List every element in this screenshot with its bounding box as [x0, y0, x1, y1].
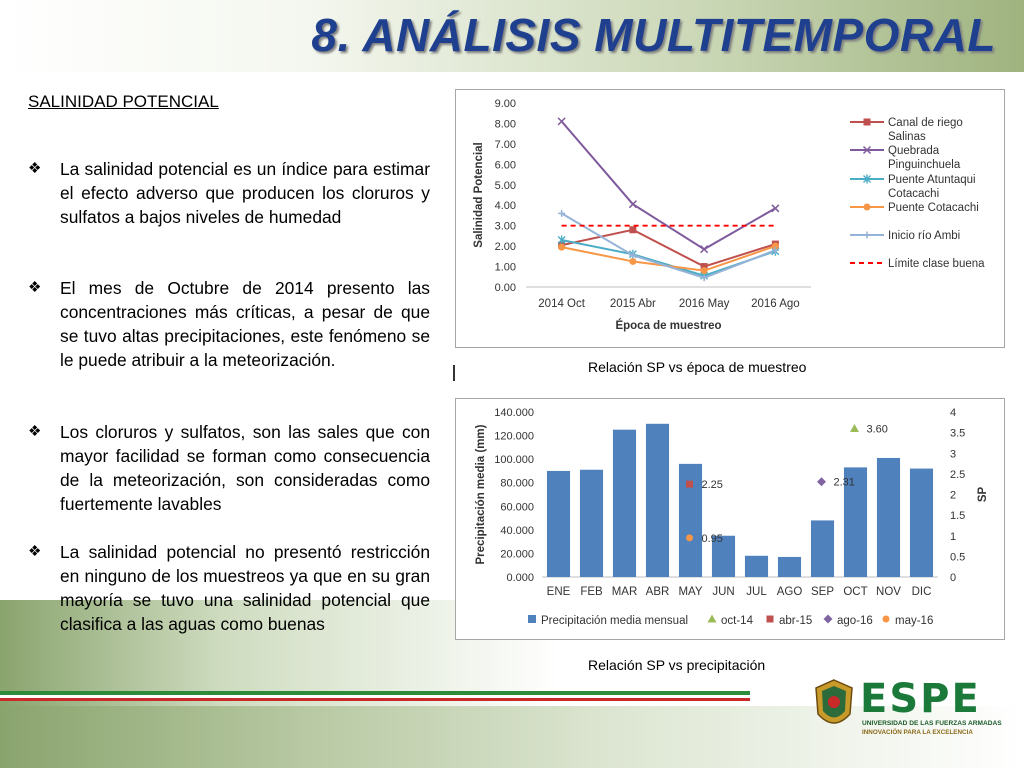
sp-point [686, 481, 693, 488]
bar [547, 471, 570, 577]
y-tick-label: 7.00 [494, 138, 516, 151]
y2-tick-label: 4 [950, 407, 957, 419]
y2-tick-label: 3.5 [950, 427, 966, 440]
x-tick-label: 2014 Oct [538, 298, 585, 310]
x-tick-label: 2016 Ago [751, 298, 800, 310]
y2-tick-label: 1.5 [950, 510, 966, 523]
series-line [562, 121, 776, 249]
bullet-text: El mes de Octubre de 2014 presento las concentraciones más críticas, a pesar de que se tuvo altas precipitaciones, este fenómeno se le puede atribuir a la meteorización. [60, 278, 430, 370]
y-axis-title: Salinidad Potencial [473, 142, 485, 248]
logo-wordmark: ESPE [860, 676, 981, 722]
red-stripe [0, 698, 750, 701]
y-tick-label: 1.00 [494, 261, 516, 274]
legend-label: oct-14 [721, 615, 753, 627]
legend-label: Puente Atuntaqui Cotacachi [888, 174, 976, 200]
x-tick-label: 2015 Abr [609, 298, 656, 310]
line-chart-svg [456, 90, 1004, 347]
bar [580, 470, 603, 577]
sp-point-label: 2.25 [701, 479, 723, 492]
y-tick-label: 80.000 [500, 477, 534, 490]
y2-tick-label: 0.5 [950, 551, 966, 564]
bullet-text: La salinidad potencial no presentó restricción en ninguno de los muestreos ya que en su gran mayoría se tuvo una salinidad potencial que clasifica a las aguas como buenas [60, 542, 430, 634]
y-tick-label: 6.00 [494, 159, 516, 172]
y2-tick-label: 0 [950, 572, 957, 584]
bullet-item [28, 540, 430, 636]
bar [745, 556, 768, 577]
x-tick-label: ABR [645, 586, 670, 598]
legend-marker [864, 119, 871, 126]
diamond-bullet-icon: ❖ [28, 160, 42, 177]
legend-label: abr-15 [779, 615, 813, 627]
y-tick-label: 20.000 [500, 548, 534, 561]
y-tick-label: 60.000 [500, 501, 534, 514]
y-tick-label: 120.000 [494, 430, 534, 443]
data-point [772, 205, 779, 212]
legend-label: Quebrada Pinguinchuela [888, 145, 961, 171]
data-point [629, 201, 636, 208]
x-tick-label: NOV [876, 586, 901, 598]
slide-title: 8. ANÁLISIS MULTITEMPORAL [311, 9, 996, 61]
y-tick-label: 0.00 [494, 282, 516, 294]
data-point [701, 246, 708, 253]
logo-tagline: INNOVACIÓN PARA LA EXCELENCIA [862, 729, 973, 736]
legend-label: Inicio río Ambi [888, 230, 961, 242]
legend-label: may-16 [895, 615, 934, 627]
sp-vs-precipitation-chart [455, 398, 1005, 640]
small-divider [453, 365, 455, 381]
y-tick-label: 100.000 [494, 454, 534, 467]
x-tick-label: MAR [611, 586, 638, 598]
sp-point [850, 424, 859, 432]
section-heading: SALINIDAD POTENCIAL [28, 92, 219, 111]
crest-icon [812, 678, 856, 734]
x-tick-label: DIC [911, 586, 932, 598]
bullet-text: La salinidad potencial es un índice para estimar el efecto adverso que producen los cloruros y sulfatos a bajos niveles de humedad [60, 159, 430, 227]
bar [646, 424, 669, 577]
x-tick-label: FEB [580, 586, 603, 598]
y-tick-label: 8.00 [494, 118, 516, 131]
y-tick-label: 9.00 [494, 98, 516, 110]
chart-caption-1: Relación SP vs época de muestreo [588, 359, 807, 375]
legend-marker [824, 615, 833, 624]
y-tick-label: 40.000 [500, 524, 534, 537]
legend-swatch [528, 615, 536, 623]
legend-label: Puente Cotacachi [888, 202, 979, 214]
y-axis-title: Precipitación media (mm) [475, 424, 487, 565]
y2-tick-label: 2.5 [950, 468, 966, 481]
sp-point [817, 477, 826, 486]
bullet-item [28, 420, 430, 516]
espe-logo [812, 676, 1002, 738]
y-tick-label: 4.00 [494, 200, 516, 213]
y-tick-label: 5.00 [494, 179, 516, 192]
x-tick-label: MAY [678, 586, 703, 598]
chart-caption-2: Relación SP vs precipitación [588, 657, 766, 673]
data-point [701, 267, 708, 274]
diamond-bullet-icon: ❖ [28, 279, 42, 296]
x-tick-label: OCT [843, 586, 868, 598]
data-point [558, 118, 565, 125]
y2-axis-title: SP [977, 486, 989, 503]
bar [811, 520, 834, 577]
x-tick-label: AGO [776, 586, 803, 598]
x-tick-label: JUN [712, 586, 735, 598]
data-point [558, 244, 565, 251]
bar-chart-svg [456, 399, 1004, 639]
legend-marker [864, 232, 871, 239]
sp-point-label: 2.31 [833, 476, 855, 489]
sp-point-label: 0.95 [701, 532, 723, 545]
x-tick-label: SEP [810, 586, 835, 598]
bullet-item [28, 157, 430, 229]
legend-label: Precipitación media mensual [541, 615, 689, 627]
bar [613, 430, 636, 577]
series-line [562, 230, 776, 267]
logo-subtitle: UNIVERSIDAD DE LAS FUERZAS ARMADAS [862, 720, 1002, 727]
y-tick-label: 3.00 [494, 220, 516, 233]
legend-marker [864, 204, 871, 211]
legend-marker [883, 616, 890, 623]
bullet-item [28, 276, 430, 372]
bullet-text: Los cloruros y sulfatos, son las sales que con mayor facilidad se forman como consecuencia de la meteorización, son consideradas como fuertemente lavables [60, 422, 430, 514]
x-tick-label: JUL [746, 586, 767, 598]
sp-point [686, 534, 693, 541]
legend-marker [767, 616, 774, 623]
y-tick-label: 140.000 [494, 407, 534, 419]
legend-label: Canal de riego Salinas [888, 117, 963, 143]
bar [778, 557, 801, 577]
bar [877, 458, 900, 577]
diamond-bullet-icon: ❖ [28, 423, 42, 440]
y2-tick-label: 2 [950, 489, 957, 502]
x-tick-label: 2016 May [678, 298, 730, 310]
y2-tick-label: 3 [950, 448, 957, 461]
x-tick-label: ENE [546, 586, 571, 598]
diamond-bullet-icon: ❖ [28, 543, 42, 560]
sp-vs-sampling-chart [455, 89, 1005, 348]
bar [910, 469, 933, 577]
data-point [629, 258, 636, 265]
data-point [629, 226, 636, 233]
y2-tick-label: 1 [950, 530, 957, 543]
y-tick-label: 0.000 [506, 572, 534, 584]
y-tick-label: 2.00 [494, 241, 516, 254]
sp-point-label: 3.60 [866, 423, 888, 436]
legend-label: ago-16 [837, 615, 873, 627]
x-axis-title: Época de muestreo [615, 320, 722, 332]
legend-label: Límite clase buena [888, 258, 985, 270]
legend-marker [708, 615, 717, 623]
